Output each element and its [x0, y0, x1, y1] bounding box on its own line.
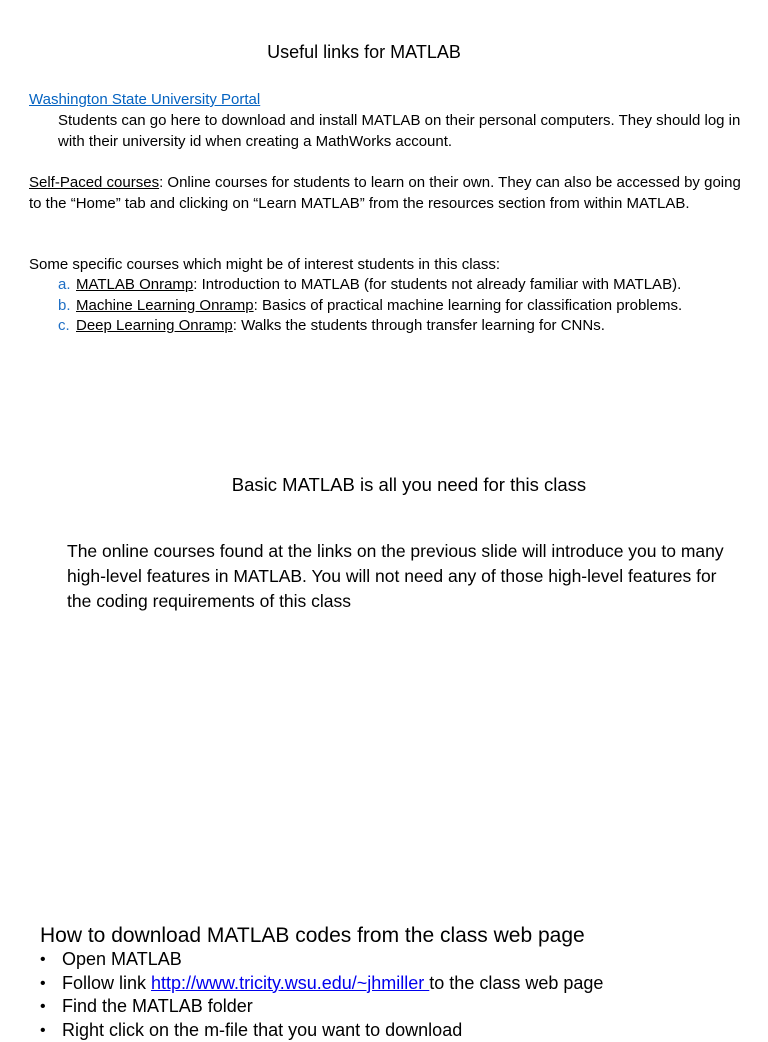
course-item-deep-learning-onramp [58, 316, 758, 337]
machine-learning-onramp-link[interactable]: Machine Learning Onramp [76, 297, 254, 314]
self-paced-paragraph [29, 173, 741, 214]
specific-courses-intro: Some specific courses which might be of interest students in this class: [29, 255, 729, 276]
bullet-icon: • [40, 995, 46, 1019]
matlab-onramp-link[interactable]: MATLAB Onramp [76, 276, 193, 293]
slide3-title: How to download MATLAB codes from the class web page [40, 923, 740, 949]
bullet-icon: • [40, 972, 46, 996]
course-item-matlab-onramp [58, 275, 758, 296]
download-steps-list [40, 948, 740, 1042]
deep-learning-onramp-link[interactable]: Deep Learning Onramp [76, 317, 233, 334]
list-item [40, 995, 740, 1019]
list-letter: b. [58, 296, 76, 317]
wsu-portal-link[interactable]: Washington State University Portal [29, 90, 260, 110]
bullet-icon: • [40, 1019, 46, 1042]
slide2-body: The online courses found at the links on the previous slide will introduce you to many high-level features in MATLAB. You will not need any of those high-level features for the coding requirements of this class [67, 539, 727, 614]
self-paced-text: : Online courses for students to learn on their own. They can also be accessed by going to the “Home” tab and clicking on “Learn MATLAB” from the resources section from within MATLAB. [29, 174, 741, 212]
list-letter: a. [58, 275, 76, 296]
slide1-title: Useful links for MATLAB [0, 41, 728, 63]
step-text: Right click on the m-file that you want to download [62, 1020, 462, 1040]
course-description: : Walks the students through transfer learning for CNNs. [233, 317, 605, 334]
self-paced-courses-link[interactable]: Self-Paced courses [29, 174, 159, 191]
step-text: Open MATLAB [62, 949, 182, 969]
list-item [40, 948, 740, 972]
slide2-title: Basic MATLAB is all you need for this class [0, 474, 768, 496]
step-text-after: to the class web page [429, 973, 603, 993]
course-description: : Basics of practical machine learning for classification problems. [254, 297, 683, 314]
list-item [40, 972, 740, 996]
step-text: Find the MATLAB folder [62, 996, 253, 1016]
step-text-before: Follow link [62, 973, 151, 993]
portal-description: Students can go here to download and install MATLAB on their personal computers. They should log in with their university id when creating a MathWorks account. [58, 111, 748, 152]
course-item-machine-learning-onramp [58, 296, 758, 317]
list-item [40, 1019, 740, 1042]
course-description: : Introduction to MATLAB (for students not already familiar with MATLAB). [193, 276, 681, 293]
bullet-icon: • [40, 948, 46, 972]
list-letter: c. [58, 316, 76, 337]
class-web-page-link[interactable]: http://www.tricity.wsu.edu/~jhmiller [151, 973, 429, 993]
